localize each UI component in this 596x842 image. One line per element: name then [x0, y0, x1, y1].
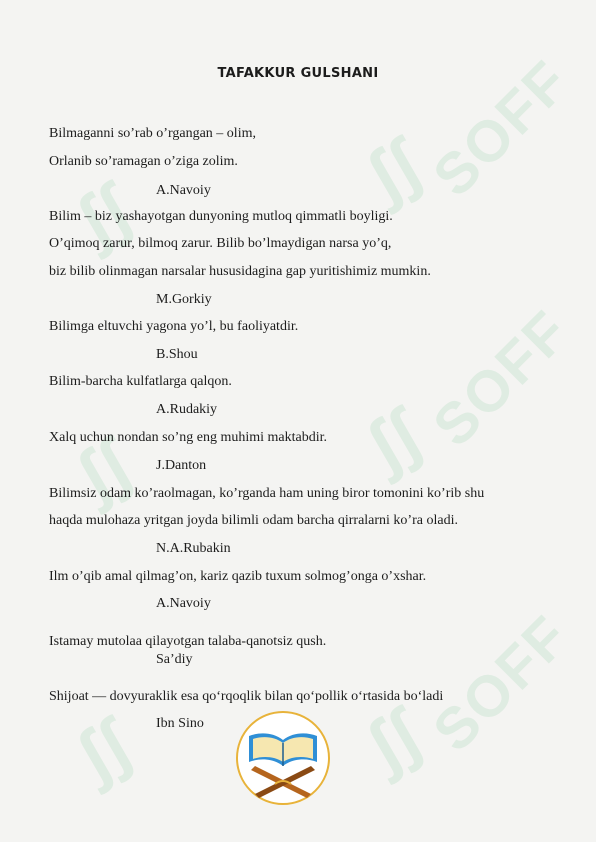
quote-author: N.A.Rubakin [156, 541, 231, 556]
quote-author: A.Navoiy [156, 596, 211, 611]
open-book-on-stand-icon [235, 710, 331, 806]
quote-author: J.Danton [156, 458, 207, 473]
quote-line: biz bilib olinmagan narsalar hususidagina gap yuritishimiz mumkin. [49, 264, 431, 279]
quote-line: Bilim – biz yashayotgan dunyoning mutloq qimmatli boyligi. [49, 209, 393, 224]
watermark-mark: ʃʃ [353, 694, 434, 786]
quote-line: O’qimoq zarur, bilmoq zarur. Bilib bo’lmaydigan narsa yo’q, [49, 236, 392, 251]
quote-author: Ibn Sino [156, 716, 204, 731]
watermark-mark: ʃʃ [63, 704, 144, 796]
page-title: TAFAKKUR GULSHANI [217, 66, 379, 81]
quote-author: M.Gorkiy [156, 292, 212, 307]
watermark-mark: ʃʃ [353, 124, 434, 216]
quote-author: A.Rudakiy [156, 402, 218, 417]
quote-line: Orlanib so’ramagan o’ziga zolim. [49, 154, 238, 169]
quote-line: Xalq uchun nondan so’ng eng muhimi maktabdir. [49, 430, 328, 445]
quote-line: Bilimsiz odam ko’raolmagan, ko’rganda ham uning biror tomonini ko’rib shu [49, 486, 485, 501]
quote-author: A.Navoiy [156, 183, 211, 198]
quote-line: Ilm o’qib amal qilmag’on, kariz qazib tuxum solmog’onga o’xshar. [49, 569, 427, 584]
watermark-mark: ʃʃ [63, 169, 144, 261]
watermark-text: SOFF [420, 603, 582, 764]
watermark-mark: ʃʃ [353, 394, 434, 486]
quote-line: haqda mulohaza yritgan joyda bilimli odam barcha qirralarni ko’ra oladi. [49, 513, 458, 528]
quote-line: Bilimga eltuvchi yagona yo’l, bu faoliyatdir. [49, 319, 299, 334]
quote-line: Shijoat — dovyuraklik esa qo‘rqoqlik bilan qo‘pollik o‘rtasida bo‘ladi [49, 689, 444, 704]
watermark-text: SOFF [420, 298, 582, 459]
quote-line: Bilim-barcha kulfatlarga qalqon. [49, 374, 232, 389]
watermark-mark: ʃʃ [63, 424, 144, 516]
quote-author: Sa’diy [156, 652, 193, 667]
watermark-text: SOFF [420, 48, 582, 209]
quote-line: Bilmaganni so’rab o’rgangan – olim, [49, 126, 256, 141]
quote-author: B.Shou [156, 347, 198, 362]
quote-line: Istamay mutolaa qilayotgan talaba-qanotsiz qush. [49, 634, 327, 649]
